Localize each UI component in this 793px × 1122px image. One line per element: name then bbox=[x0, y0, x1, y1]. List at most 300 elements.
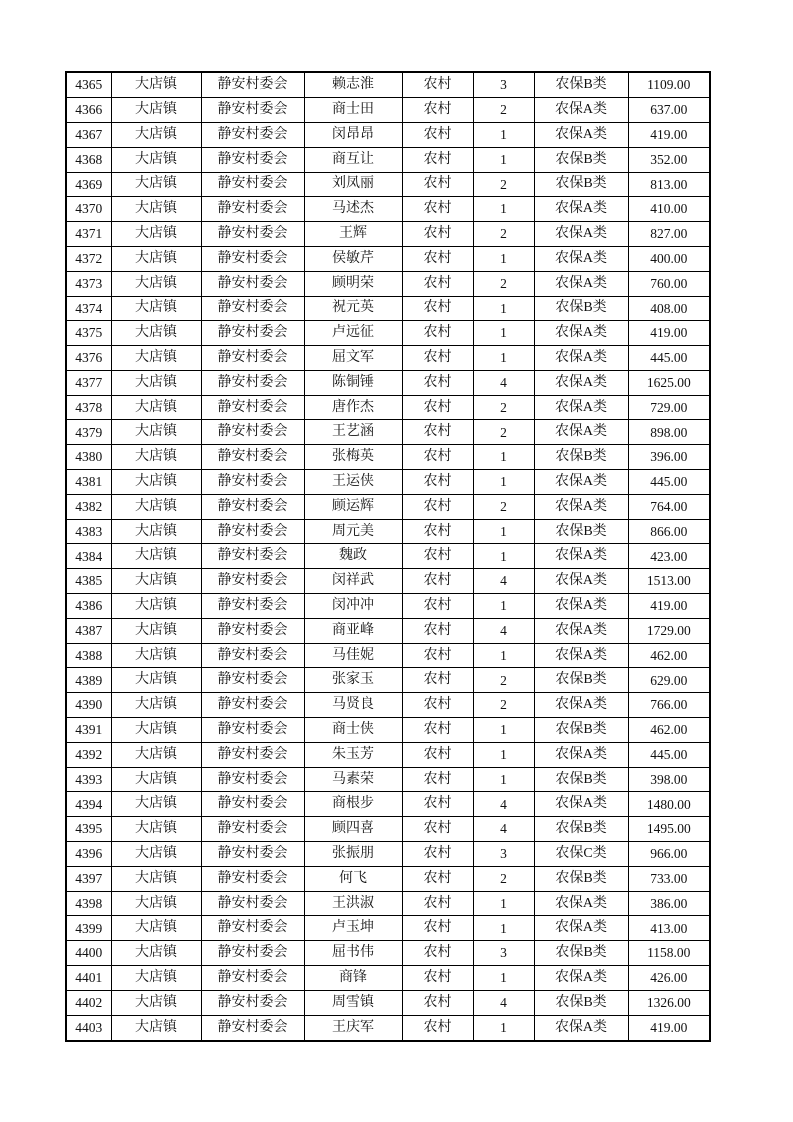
cell-category: 农村 bbox=[402, 494, 473, 519]
cell-insurance-class: 农保A类 bbox=[534, 122, 628, 147]
cell-person-count: 3 bbox=[473, 72, 534, 98]
cell-serial-number: 4374 bbox=[66, 296, 111, 321]
cell-person-name: 刘凤丽 bbox=[304, 172, 402, 197]
cell-town: 大店镇 bbox=[111, 668, 201, 693]
cell-insurance-class: 农保A类 bbox=[534, 246, 628, 271]
cell-serial-number: 4381 bbox=[66, 470, 111, 495]
cell-amount: 813.00 bbox=[628, 172, 710, 197]
table-row bbox=[66, 445, 710, 470]
cell-town: 大店镇 bbox=[111, 122, 201, 147]
cell-village-committee: 静安村委会 bbox=[201, 817, 304, 842]
cell-category: 农村 bbox=[402, 742, 473, 767]
cell-person-count: 1 bbox=[473, 296, 534, 321]
cell-serial-number: 4382 bbox=[66, 494, 111, 519]
cell-amount: 733.00 bbox=[628, 866, 710, 891]
cell-person-name: 屈书伟 bbox=[304, 941, 402, 966]
cell-town: 大店镇 bbox=[111, 395, 201, 420]
cell-village-committee: 静安村委会 bbox=[201, 544, 304, 569]
cell-serial-number: 4390 bbox=[66, 693, 111, 718]
cell-category: 农村 bbox=[402, 569, 473, 594]
cell-village-committee: 静安村委会 bbox=[201, 941, 304, 966]
cell-category: 农村 bbox=[402, 197, 473, 222]
cell-insurance-class: 农保B类 bbox=[534, 990, 628, 1015]
cell-amount: 408.00 bbox=[628, 296, 710, 321]
cell-serial-number: 4378 bbox=[66, 395, 111, 420]
cell-town: 大店镇 bbox=[111, 494, 201, 519]
cell-village-committee: 静安村委会 bbox=[201, 271, 304, 296]
cell-insurance-class: 农保A类 bbox=[534, 98, 628, 123]
cell-amount: 396.00 bbox=[628, 445, 710, 470]
cell-person-name: 马贤良 bbox=[304, 693, 402, 718]
cell-person-count: 4 bbox=[473, 618, 534, 643]
cell-amount: 1480.00 bbox=[628, 792, 710, 817]
cell-insurance-class: 农保B类 bbox=[534, 817, 628, 842]
cell-town: 大店镇 bbox=[111, 246, 201, 271]
cell-person-count: 4 bbox=[473, 817, 534, 842]
cell-category: 农村 bbox=[402, 891, 473, 916]
cell-person-count: 2 bbox=[473, 420, 534, 445]
cell-person-name: 何飞 bbox=[304, 866, 402, 891]
cell-serial-number: 4383 bbox=[66, 519, 111, 544]
cell-town: 大店镇 bbox=[111, 594, 201, 619]
table-row bbox=[66, 271, 710, 296]
cell-town: 大店镇 bbox=[111, 1015, 201, 1041]
cell-person-count: 2 bbox=[473, 172, 534, 197]
cell-serial-number: 4385 bbox=[66, 569, 111, 594]
cell-amount: 410.00 bbox=[628, 197, 710, 222]
cell-village-committee: 静安村委会 bbox=[201, 842, 304, 867]
cell-person-name: 商士侠 bbox=[304, 718, 402, 743]
cell-insurance-class: 农保A类 bbox=[534, 370, 628, 395]
cell-village-committee: 静安村委会 bbox=[201, 494, 304, 519]
table-row bbox=[66, 246, 710, 271]
cell-serial-number: 4375 bbox=[66, 321, 111, 346]
cell-serial-number: 4402 bbox=[66, 990, 111, 1015]
cell-person-count: 1 bbox=[473, 916, 534, 941]
cell-serial-number: 4377 bbox=[66, 370, 111, 395]
cell-village-committee: 静安村委会 bbox=[201, 246, 304, 271]
cell-amount: 423.00 bbox=[628, 544, 710, 569]
table-row bbox=[66, 122, 710, 147]
cell-serial-number: 4372 bbox=[66, 246, 111, 271]
cell-village-committee: 静安村委会 bbox=[201, 222, 304, 247]
cell-village-committee: 静安村委会 bbox=[201, 990, 304, 1015]
cell-insurance-class: 农保A类 bbox=[534, 346, 628, 371]
cell-person-name: 张振朋 bbox=[304, 842, 402, 867]
cell-serial-number: 4384 bbox=[66, 544, 111, 569]
cell-village-committee: 静安村委会 bbox=[201, 767, 304, 792]
table-row bbox=[66, 321, 710, 346]
cell-amount: 1729.00 bbox=[628, 618, 710, 643]
cell-category: 农村 bbox=[402, 966, 473, 991]
cell-insurance-class: 农保B类 bbox=[534, 941, 628, 966]
cell-insurance-class: 农保A类 bbox=[534, 1015, 628, 1041]
cell-person-count: 1 bbox=[473, 122, 534, 147]
table-row bbox=[66, 569, 710, 594]
table-row bbox=[66, 742, 710, 767]
cell-village-committee: 静安村委会 bbox=[201, 420, 304, 445]
cell-amount: 462.00 bbox=[628, 718, 710, 743]
cell-category: 农村 bbox=[402, 296, 473, 321]
table-row bbox=[66, 172, 710, 197]
cell-town: 大店镇 bbox=[111, 693, 201, 718]
cell-person-count: 3 bbox=[473, 842, 534, 867]
cell-person-name: 马述杰 bbox=[304, 197, 402, 222]
cell-category: 农村 bbox=[402, 817, 473, 842]
cell-town: 大店镇 bbox=[111, 370, 201, 395]
cell-category: 农村 bbox=[402, 718, 473, 743]
cell-person-name: 王运侠 bbox=[304, 470, 402, 495]
cell-town: 大店镇 bbox=[111, 718, 201, 743]
cell-amount: 1495.00 bbox=[628, 817, 710, 842]
cell-person-name: 闵冲冲 bbox=[304, 594, 402, 619]
cell-person-count: 2 bbox=[473, 98, 534, 123]
cell-person-name: 张家玉 bbox=[304, 668, 402, 693]
cell-insurance-class: 农保B类 bbox=[534, 718, 628, 743]
cell-town: 大店镇 bbox=[111, 544, 201, 569]
table-row bbox=[66, 842, 710, 867]
cell-insurance-class: 农保B类 bbox=[534, 445, 628, 470]
cell-insurance-class: 农保A类 bbox=[534, 891, 628, 916]
cell-serial-number: 4389 bbox=[66, 668, 111, 693]
cell-village-committee: 静安村委会 bbox=[201, 122, 304, 147]
cell-serial-number: 4369 bbox=[66, 172, 111, 197]
cell-category: 农村 bbox=[402, 470, 473, 495]
cell-category: 农村 bbox=[402, 346, 473, 371]
cell-category: 农村 bbox=[402, 1015, 473, 1041]
cell-village-committee: 静安村委会 bbox=[201, 395, 304, 420]
cell-serial-number: 4395 bbox=[66, 817, 111, 842]
cell-person-count: 1 bbox=[473, 594, 534, 619]
cell-category: 农村 bbox=[402, 98, 473, 123]
table-row bbox=[66, 197, 710, 222]
cell-person-name: 马佳妮 bbox=[304, 643, 402, 668]
cell-amount: 966.00 bbox=[628, 842, 710, 867]
cell-village-committee: 静安村委会 bbox=[201, 668, 304, 693]
cell-person-name: 周元美 bbox=[304, 519, 402, 544]
cell-amount: 419.00 bbox=[628, 122, 710, 147]
table-row bbox=[66, 296, 710, 321]
cell-insurance-class: 农保A类 bbox=[534, 321, 628, 346]
cell-town: 大店镇 bbox=[111, 842, 201, 867]
cell-amount: 386.00 bbox=[628, 891, 710, 916]
cell-category: 农村 bbox=[402, 668, 473, 693]
cell-category: 农村 bbox=[402, 842, 473, 867]
cell-village-committee: 静安村委会 bbox=[201, 742, 304, 767]
cell-amount: 637.00 bbox=[628, 98, 710, 123]
cell-serial-number: 4397 bbox=[66, 866, 111, 891]
cell-category: 农村 bbox=[402, 519, 473, 544]
cell-person-name: 陈铜锤 bbox=[304, 370, 402, 395]
cell-town: 大店镇 bbox=[111, 519, 201, 544]
cell-amount: 1109.00 bbox=[628, 72, 710, 98]
cell-serial-number: 4370 bbox=[66, 197, 111, 222]
cell-person-name: 赖志淮 bbox=[304, 72, 402, 98]
cell-town: 大店镇 bbox=[111, 643, 201, 668]
cell-town: 大店镇 bbox=[111, 98, 201, 123]
cell-village-committee: 静安村委会 bbox=[201, 370, 304, 395]
cell-insurance-class: 农保B类 bbox=[534, 519, 628, 544]
cell-person-count: 1 bbox=[473, 891, 534, 916]
cell-village-committee: 静安村委会 bbox=[201, 1015, 304, 1041]
cell-insurance-class: 农保A类 bbox=[534, 569, 628, 594]
cell-town: 大店镇 bbox=[111, 346, 201, 371]
cell-category: 农村 bbox=[402, 222, 473, 247]
table-row bbox=[66, 767, 710, 792]
cell-amount: 419.00 bbox=[628, 321, 710, 346]
cell-person-count: 4 bbox=[473, 990, 534, 1015]
cell-insurance-class: 农保A类 bbox=[534, 792, 628, 817]
cell-village-committee: 静安村委会 bbox=[201, 618, 304, 643]
table-body bbox=[66, 72, 710, 1041]
table-row bbox=[66, 544, 710, 569]
table-row bbox=[66, 395, 710, 420]
cell-category: 农村 bbox=[402, 916, 473, 941]
cell-amount: 898.00 bbox=[628, 420, 710, 445]
table-row bbox=[66, 346, 710, 371]
cell-village-committee: 静安村委会 bbox=[201, 916, 304, 941]
cell-insurance-class: 农保B类 bbox=[534, 172, 628, 197]
cell-serial-number: 4366 bbox=[66, 98, 111, 123]
cell-serial-number: 4398 bbox=[66, 891, 111, 916]
cell-serial-number: 4392 bbox=[66, 742, 111, 767]
cell-town: 大店镇 bbox=[111, 767, 201, 792]
cell-person-name: 闵昂昂 bbox=[304, 122, 402, 147]
cell-person-name: 王辉 bbox=[304, 222, 402, 247]
cell-category: 农村 bbox=[402, 594, 473, 619]
cell-amount: 766.00 bbox=[628, 693, 710, 718]
cell-person-name: 卢玉坤 bbox=[304, 916, 402, 941]
cell-village-committee: 静安村委会 bbox=[201, 693, 304, 718]
cell-person-name: 唐作杰 bbox=[304, 395, 402, 420]
cell-amount: 398.00 bbox=[628, 767, 710, 792]
table-row bbox=[66, 966, 710, 991]
cell-person-count: 2 bbox=[473, 693, 534, 718]
cell-category: 农村 bbox=[402, 643, 473, 668]
cell-serial-number: 4379 bbox=[66, 420, 111, 445]
cell-person-count: 1 bbox=[473, 1015, 534, 1041]
cell-person-name: 商互让 bbox=[304, 147, 402, 172]
cell-insurance-class: 农保A类 bbox=[534, 197, 628, 222]
cell-amount: 352.00 bbox=[628, 147, 710, 172]
cell-insurance-class: 农保A类 bbox=[534, 966, 628, 991]
cell-town: 大店镇 bbox=[111, 445, 201, 470]
cell-category: 农村 bbox=[402, 618, 473, 643]
cell-serial-number: 4365 bbox=[66, 72, 111, 98]
cell-town: 大店镇 bbox=[111, 941, 201, 966]
cell-town: 大店镇 bbox=[111, 990, 201, 1015]
table-row bbox=[66, 147, 710, 172]
cell-category: 农村 bbox=[402, 370, 473, 395]
cell-person-name: 商锋 bbox=[304, 966, 402, 991]
table-row bbox=[66, 470, 710, 495]
cell-amount: 445.00 bbox=[628, 470, 710, 495]
cell-amount: 1158.00 bbox=[628, 941, 710, 966]
cell-town: 大店镇 bbox=[111, 966, 201, 991]
cell-serial-number: 4380 bbox=[66, 445, 111, 470]
cell-serial-number: 4367 bbox=[66, 122, 111, 147]
table-row bbox=[66, 1015, 710, 1041]
cell-serial-number: 4387 bbox=[66, 618, 111, 643]
insurance-roster-table bbox=[65, 71, 711, 1042]
cell-person-name: 屈文军 bbox=[304, 346, 402, 371]
cell-person-count: 1 bbox=[473, 643, 534, 668]
cell-category: 农村 bbox=[402, 420, 473, 445]
cell-town: 大店镇 bbox=[111, 172, 201, 197]
cell-person-count: 2 bbox=[473, 668, 534, 693]
cell-person-name: 商士田 bbox=[304, 98, 402, 123]
cell-amount: 400.00 bbox=[628, 246, 710, 271]
cell-town: 大店镇 bbox=[111, 866, 201, 891]
cell-town: 大店镇 bbox=[111, 817, 201, 842]
cell-person-name: 商根步 bbox=[304, 792, 402, 817]
cell-category: 农村 bbox=[402, 395, 473, 420]
cell-person-name: 商亚峰 bbox=[304, 618, 402, 643]
cell-person-count: 2 bbox=[473, 222, 534, 247]
cell-person-name: 王洪淑 bbox=[304, 891, 402, 916]
cell-category: 农村 bbox=[402, 990, 473, 1015]
cell-person-count: 1 bbox=[473, 519, 534, 544]
cell-village-committee: 静安村委会 bbox=[201, 569, 304, 594]
cell-village-committee: 静安村委会 bbox=[201, 792, 304, 817]
cell-village-committee: 静安村委会 bbox=[201, 643, 304, 668]
cell-amount: 445.00 bbox=[628, 346, 710, 371]
cell-town: 大店镇 bbox=[111, 916, 201, 941]
cell-person-name: 顾四喜 bbox=[304, 817, 402, 842]
cell-category: 农村 bbox=[402, 246, 473, 271]
cell-person-name: 王艺涵 bbox=[304, 420, 402, 445]
cell-insurance-class: 农保B类 bbox=[534, 296, 628, 321]
cell-person-count: 4 bbox=[473, 792, 534, 817]
cell-person-name: 朱玉芳 bbox=[304, 742, 402, 767]
table-row bbox=[66, 370, 710, 395]
table-row bbox=[66, 792, 710, 817]
cell-category: 农村 bbox=[402, 544, 473, 569]
cell-insurance-class: 农保A类 bbox=[534, 916, 628, 941]
cell-person-name: 闵祥武 bbox=[304, 569, 402, 594]
cell-insurance-class: 农保B类 bbox=[534, 72, 628, 98]
cell-serial-number: 4393 bbox=[66, 767, 111, 792]
cell-insurance-class: 农保B类 bbox=[534, 668, 628, 693]
cell-town: 大店镇 bbox=[111, 742, 201, 767]
cell-category: 农村 bbox=[402, 693, 473, 718]
cell-insurance-class: 农保A类 bbox=[534, 742, 628, 767]
cell-village-committee: 静安村委会 bbox=[201, 594, 304, 619]
cell-village-committee: 静安村委会 bbox=[201, 445, 304, 470]
cell-category: 农村 bbox=[402, 147, 473, 172]
cell-town: 大店镇 bbox=[111, 891, 201, 916]
cell-amount: 764.00 bbox=[628, 494, 710, 519]
cell-serial-number: 4399 bbox=[66, 916, 111, 941]
cell-person-count: 3 bbox=[473, 941, 534, 966]
table-row bbox=[66, 891, 710, 916]
cell-insurance-class: 农保A类 bbox=[534, 271, 628, 296]
cell-serial-number: 4373 bbox=[66, 271, 111, 296]
cell-town: 大店镇 bbox=[111, 296, 201, 321]
cell-town: 大店镇 bbox=[111, 569, 201, 594]
cell-category: 农村 bbox=[402, 767, 473, 792]
table-row bbox=[66, 519, 710, 544]
cell-category: 农村 bbox=[402, 172, 473, 197]
cell-person-count: 1 bbox=[473, 346, 534, 371]
cell-person-name: 顾运辉 bbox=[304, 494, 402, 519]
cell-category: 农村 bbox=[402, 941, 473, 966]
cell-person-name: 马素荣 bbox=[304, 767, 402, 792]
cell-person-name: 魏政 bbox=[304, 544, 402, 569]
cell-serial-number: 4376 bbox=[66, 346, 111, 371]
cell-town: 大店镇 bbox=[111, 321, 201, 346]
cell-serial-number: 4388 bbox=[66, 643, 111, 668]
cell-amount: 413.00 bbox=[628, 916, 710, 941]
cell-town: 大店镇 bbox=[111, 618, 201, 643]
cell-insurance-class: 农保A类 bbox=[534, 643, 628, 668]
table-row bbox=[66, 494, 710, 519]
table-row bbox=[66, 594, 710, 619]
cell-amount: 827.00 bbox=[628, 222, 710, 247]
cell-amount: 866.00 bbox=[628, 519, 710, 544]
cell-insurance-class: 农保A类 bbox=[534, 420, 628, 445]
cell-person-count: 2 bbox=[473, 395, 534, 420]
cell-village-committee: 静安村委会 bbox=[201, 172, 304, 197]
cell-village-committee: 静安村委会 bbox=[201, 470, 304, 495]
cell-amount: 462.00 bbox=[628, 643, 710, 668]
cell-village-committee: 静安村委会 bbox=[201, 147, 304, 172]
cell-amount: 445.00 bbox=[628, 742, 710, 767]
table-row bbox=[66, 668, 710, 693]
table-row bbox=[66, 990, 710, 1015]
cell-serial-number: 4371 bbox=[66, 222, 111, 247]
cell-village-committee: 静安村委会 bbox=[201, 321, 304, 346]
cell-category: 农村 bbox=[402, 72, 473, 98]
cell-town: 大店镇 bbox=[111, 271, 201, 296]
cell-insurance-class: 农保A类 bbox=[534, 544, 628, 569]
cell-person-count: 1 bbox=[473, 445, 534, 470]
table-row bbox=[66, 98, 710, 123]
cell-village-committee: 静安村委会 bbox=[201, 866, 304, 891]
cell-village-committee: 静安村委会 bbox=[201, 72, 304, 98]
cell-insurance-class: 农保B类 bbox=[534, 767, 628, 792]
cell-serial-number: 4386 bbox=[66, 594, 111, 619]
cell-category: 农村 bbox=[402, 866, 473, 891]
table-row bbox=[66, 420, 710, 445]
cell-insurance-class: 农保A类 bbox=[534, 395, 628, 420]
cell-town: 大店镇 bbox=[111, 222, 201, 247]
cell-town: 大店镇 bbox=[111, 420, 201, 445]
cell-person-name: 祝元英 bbox=[304, 296, 402, 321]
cell-insurance-class: 农保A类 bbox=[534, 693, 628, 718]
cell-person-name: 张梅英 bbox=[304, 445, 402, 470]
cell-insurance-class: 农保A类 bbox=[534, 470, 628, 495]
cell-person-name: 顾明荣 bbox=[304, 271, 402, 296]
cell-amount: 760.00 bbox=[628, 271, 710, 296]
table-row bbox=[66, 817, 710, 842]
cell-category: 农村 bbox=[402, 271, 473, 296]
cell-person-count: 1 bbox=[473, 742, 534, 767]
cell-person-count: 1 bbox=[473, 197, 534, 222]
cell-person-count: 1 bbox=[473, 544, 534, 569]
cell-amount: 1625.00 bbox=[628, 370, 710, 395]
cell-amount: 1513.00 bbox=[628, 569, 710, 594]
table-row bbox=[66, 643, 710, 668]
cell-person-name: 卢远征 bbox=[304, 321, 402, 346]
cell-amount: 629.00 bbox=[628, 668, 710, 693]
cell-village-committee: 静安村委会 bbox=[201, 718, 304, 743]
table-row bbox=[66, 718, 710, 743]
table-row bbox=[66, 72, 710, 98]
cell-category: 农村 bbox=[402, 122, 473, 147]
table-row bbox=[66, 866, 710, 891]
cell-serial-number: 4368 bbox=[66, 147, 111, 172]
